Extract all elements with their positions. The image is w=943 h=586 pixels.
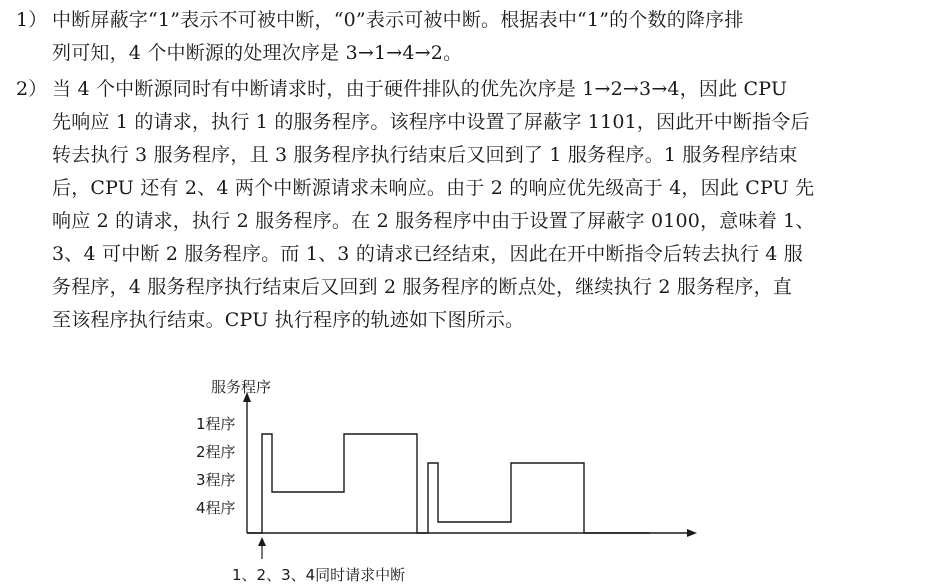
text-line: 列可知，4 个中断源的处理次序是 3→1→4→2。 bbox=[52, 42, 463, 64]
level-label-4: 4程序 bbox=[196, 499, 236, 517]
paragraph-number: 1） bbox=[16, 9, 48, 31]
paragraph-number: 2） bbox=[16, 78, 48, 100]
text-line: 中断屏蔽字“1”表示不可被中断，“0”表示可被中断。根据表中“1”的个数的降序排 bbox=[52, 9, 744, 31]
text-line: 至该程序执行结束。CPU 执行程序的轨迹如下图所示。 bbox=[52, 309, 525, 331]
trace-line bbox=[247, 434, 650, 533]
level-label-1: 1程序 bbox=[196, 415, 236, 433]
text-line: 务程序，4 服务程序执行结束后又回到 2 服务程序的断点处，继续执行 2 服务程序，直 bbox=[52, 276, 793, 298]
x-axis-arrow bbox=[687, 529, 697, 537]
start-label: 1、2、3、4同时请求中断 bbox=[232, 566, 406, 584]
start-marker-arrow bbox=[258, 537, 266, 546]
y-axis-title: 服务程序 bbox=[211, 378, 272, 396]
text-line: 先响应 1 的请求，执行 1 的服务程序。该程序中设置了屏蔽字 1101，因此开中断指令后 bbox=[52, 111, 810, 133]
text-line: 3、4 可中断 2 服务程序。而 1、3 的请求已经结束，因此在开中断指令后转去执行 4 服 bbox=[52, 243, 804, 265]
text-line: 后，CPU 还有 2、4 两个中断源请求未响应。由于 2 的响应优先级高于 4，因此 CPU 先 bbox=[52, 177, 815, 199]
text-line: 响应 2 的请求，执行 2 服务程序。在 2 服务程序中由于设置了屏蔽字 0100，意味着 1、 bbox=[52, 210, 815, 232]
text-line: 当 4 个中断源同时有中断请求时，由于硬件排队的优先次序是 1→2→3→4，因此 CPU bbox=[52, 78, 788, 100]
text-line: 转去执行 3 服务程序，且 3 服务程序执行结束后又回到了 1 服务程序。1 服务程序结束 bbox=[52, 144, 798, 166]
level-label-3: 3程序 bbox=[196, 471, 236, 489]
level-label-2: 2程序 bbox=[196, 443, 236, 461]
